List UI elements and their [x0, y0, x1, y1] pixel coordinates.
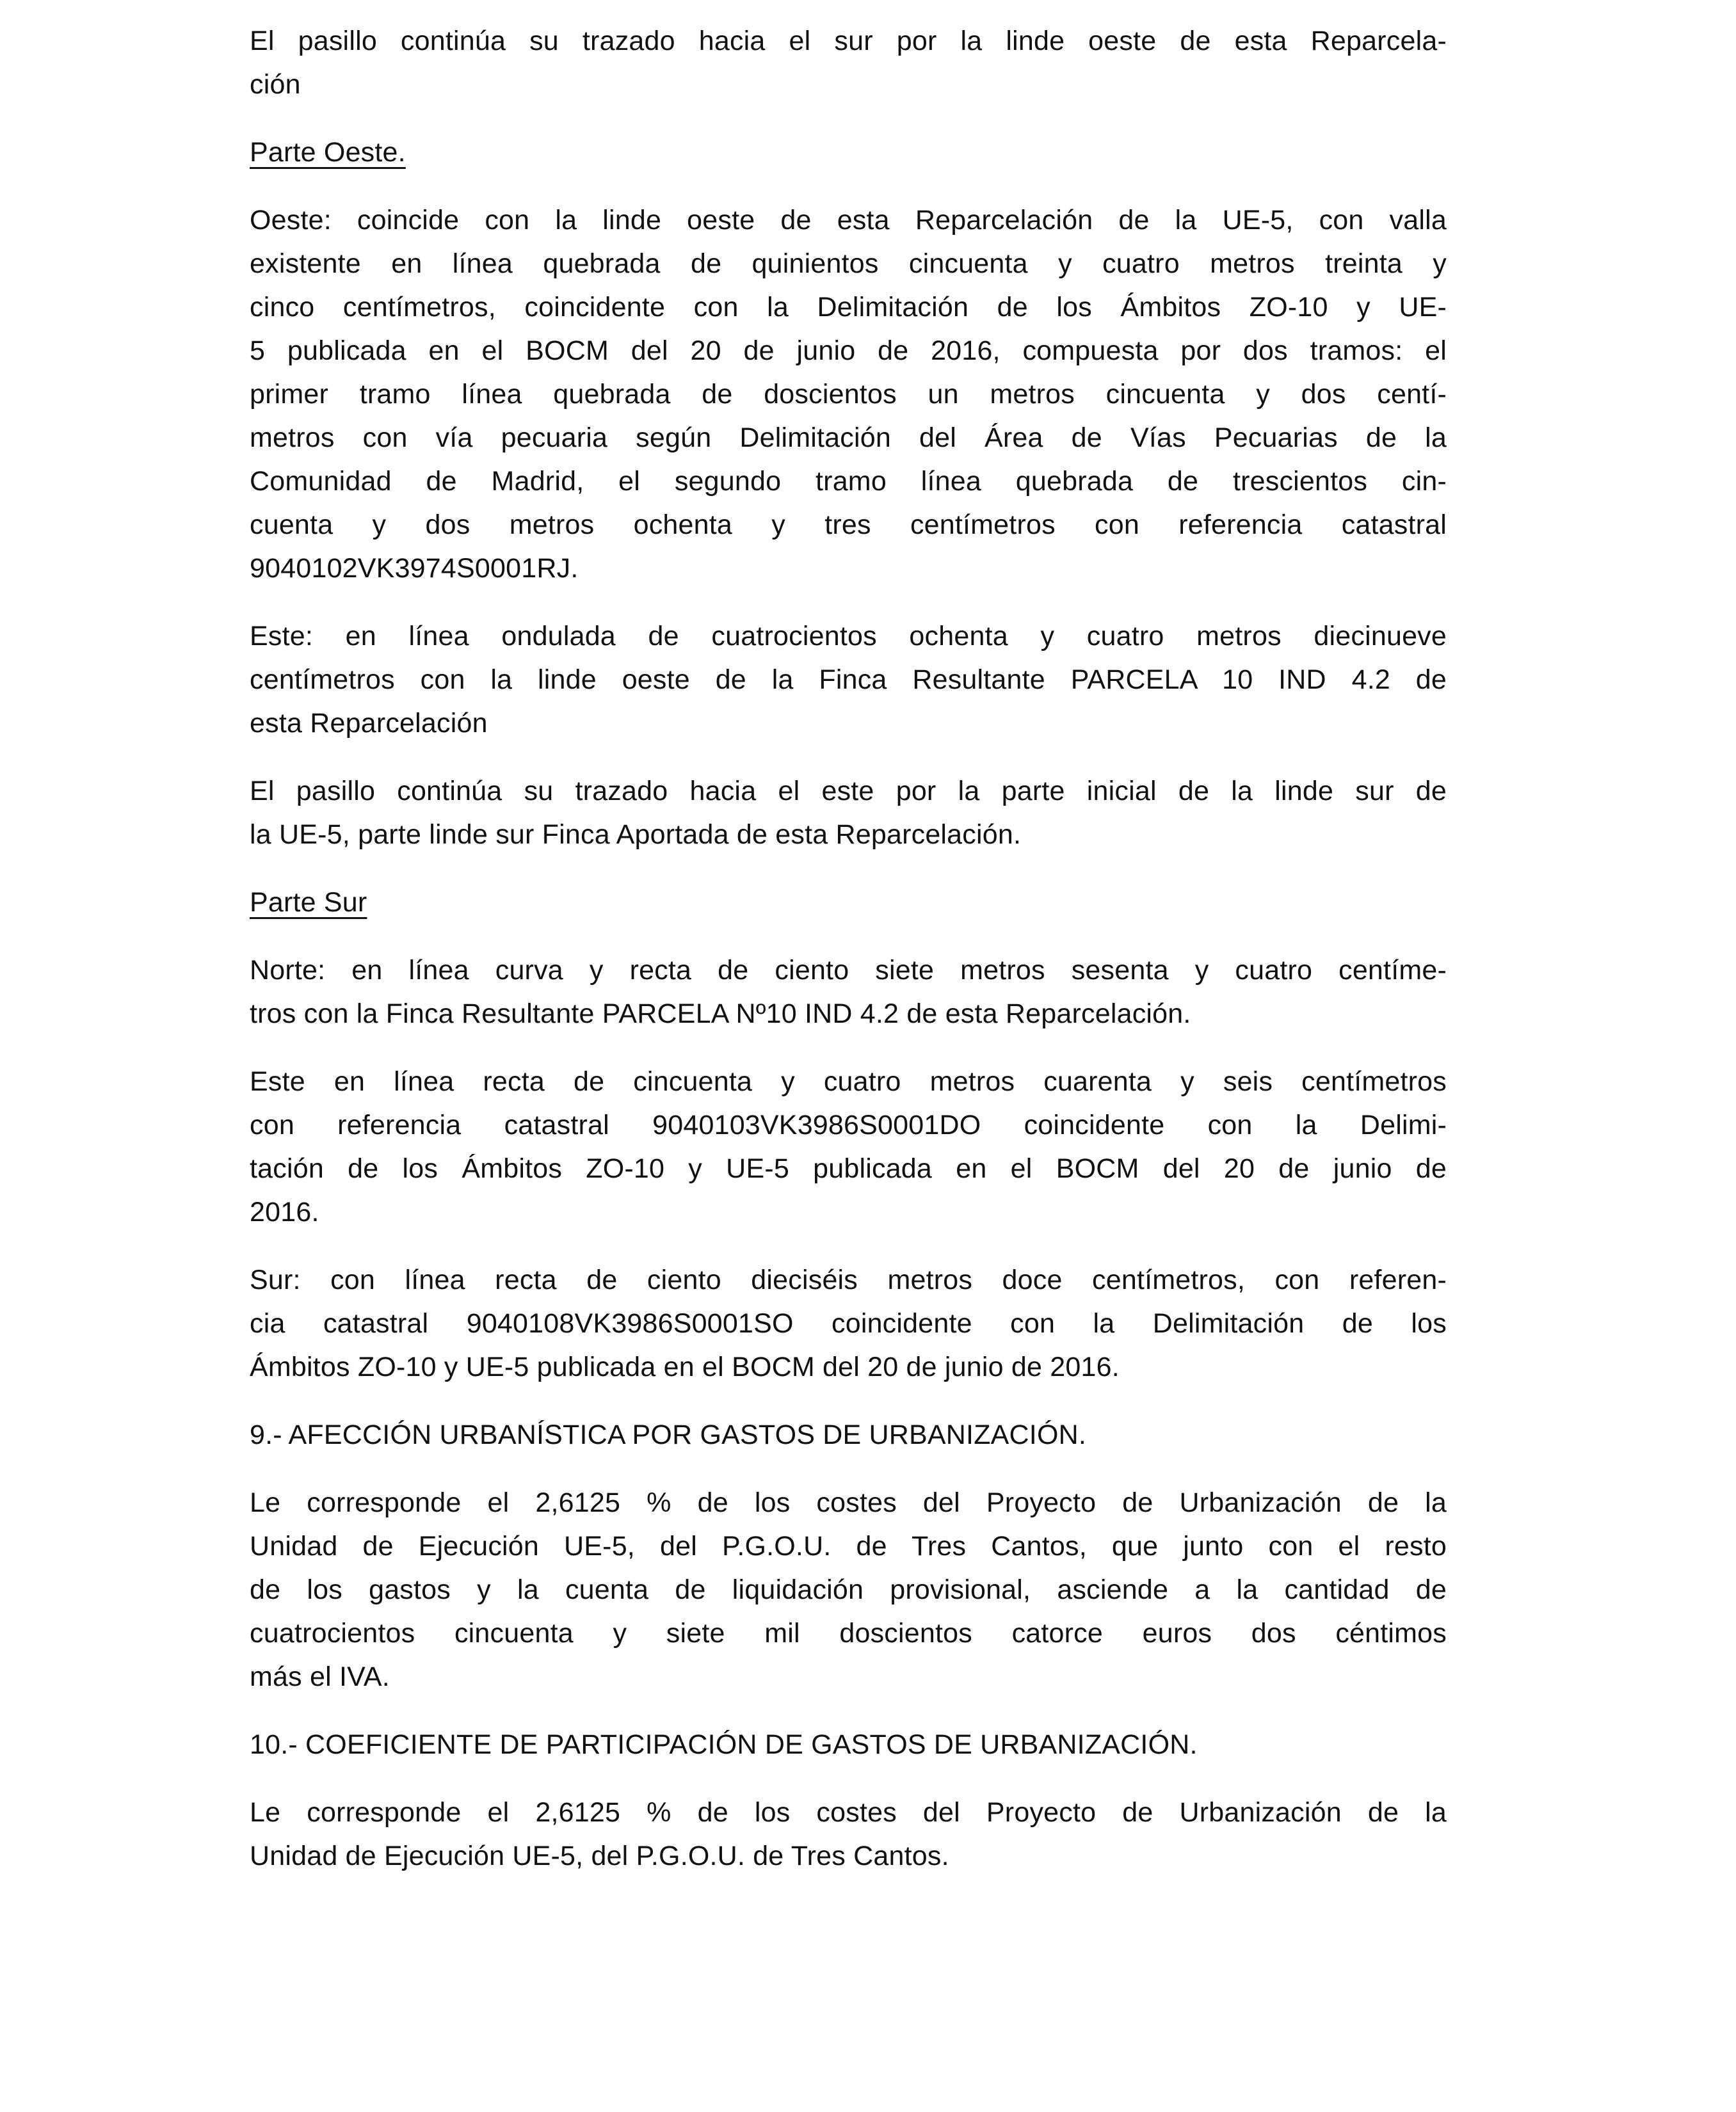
text-line: esta Reparcelación [250, 708, 488, 739]
text-line: El pasillo continúa su trazado hacia el este por la parte inicial de la linde sur de [250, 776, 1447, 806]
text-line: metros con vía pecuaria según Delimitación del Área de Vías Pecuarias de la [250, 422, 1447, 453]
text-line: Unidad de Ejecución UE-5, del P.G.O.U. de Tres Cantos. [250, 1841, 949, 1871]
section-heading-parte-sur: Parte Sur [250, 887, 367, 918]
text-line: Comunidad de Madrid, el segundo tramo línea quebrada de trescientos cin- [250, 466, 1447, 497]
paragraph [250, 1481, 1447, 1699]
text-line: primer tramo línea quebrada de doscientos un metros cincuenta y dos centí- [250, 379, 1447, 410]
text-line: Ámbitos ZO-10 y UE-5 publicada en el BOCM del 20 de junio de 2016. [250, 1352, 1120, 1382]
text-line: con referencia catastral 9040103VK3986S0001DO coincidente con la Delimi- [250, 1110, 1447, 1140]
paragraph [250, 614, 1447, 745]
text-line: cuenta y dos metros ochenta y tres centímetros con referencia catastral [250, 509, 1447, 540]
text-line: cinco centímetros, coincidente con la Delimitación de los Ámbitos ZO-10 y UE- [250, 292, 1447, 323]
text-line: cuatrocientos cincuenta y siete mil doscientos catorce euros dos céntimos [250, 1618, 1447, 1649]
text-line: Le corresponde el 2,6125 % de los costes del Proyecto de Urbanización de la [250, 1487, 1447, 1518]
text-line: Le corresponde el 2,6125 % de los costes del Proyecto de Urbanización de la [250, 1797, 1447, 1828]
paragraph [250, 1258, 1447, 1389]
text-line: más el IVA. [250, 1661, 390, 1692]
paragraph [250, 19, 1447, 106]
text-line: Este en línea recta de cincuenta y cuatro metros cuarenta y seis centímetros [250, 1066, 1447, 1097]
paragraph [250, 769, 1447, 856]
text-line: Norte: en línea curva y recta de ciento siete metros sesenta y cuatro centíme- [250, 955, 1447, 986]
text-line: Sur: con línea recta de ciento dieciséis metros doce centímetros, con referen- [250, 1265, 1447, 1295]
section-heading-9-afeccion-urbanistica: 9.- AFECCIÓN URBANÍSTICA POR GASTOS DE URBANIZACIÓN. [250, 1420, 1086, 1450]
text-line: tación de los Ámbitos ZO-10 y UE-5 publicada en el BOCM del 20 de junio de [250, 1153, 1447, 1184]
text-line: Oeste: coincide con la linde oeste de esta Reparcelación de la UE-5, con valla [250, 205, 1447, 236]
text-line: ción [250, 69, 301, 100]
paragraph [250, 948, 1447, 1036]
text-line: Este: en línea ondulada de cuatrocientos ochenta y cuatro metros diecinueve [250, 621, 1447, 652]
text-line: 5 publicada en el BOCM del 20 de junio de 2016, compuesta por dos tramos: el [250, 335, 1447, 366]
paragraph [250, 198, 1447, 590]
text-line: 2016. [250, 1197, 319, 1228]
text-line: centímetros con la linde oeste de la Finca Resultante PARCELA 10 IND 4.2 de [250, 664, 1447, 695]
text-line: 9040102VK3974S0001RJ. [250, 553, 579, 584]
text-line: Unidad de Ejecución UE-5, del P.G.O.U. de Tres Cantos, que junto con el resto [250, 1531, 1447, 1562]
text-line: la UE-5, parte linde sur Finca Aportada de esta Reparcelación. [250, 819, 1022, 850]
paragraph [250, 1791, 1447, 1878]
text-line: cia catastral 9040108VK3986S0001SO coincidente con la Delimitación de los [250, 1308, 1447, 1339]
section-heading-10-coeficiente-participacion: 10.- COEFICIENTE DE PARTICIPACIÓN DE GASTOS DE URBANIZACIÓN. [250, 1729, 1198, 1760]
text-line: de los gastos y la cuenta de liquidación provisional, asciende a la cantidad de [250, 1574, 1447, 1605]
paragraph [250, 1060, 1447, 1234]
section-heading-parte-oeste: Parte Oeste. [250, 137, 406, 168]
text-line: tros con la Finca Resultante PARCELA Nº10 IND 4.2 de esta Reparcelación. [250, 998, 1191, 1029]
text-line: existente en línea quebrada de quinientos cincuenta y cuatro metros treinta y [250, 248, 1447, 279]
text-line: El pasillo continúa su trazado hacia el sur por la linde oeste de esta Reparcela- [250, 26, 1447, 56]
